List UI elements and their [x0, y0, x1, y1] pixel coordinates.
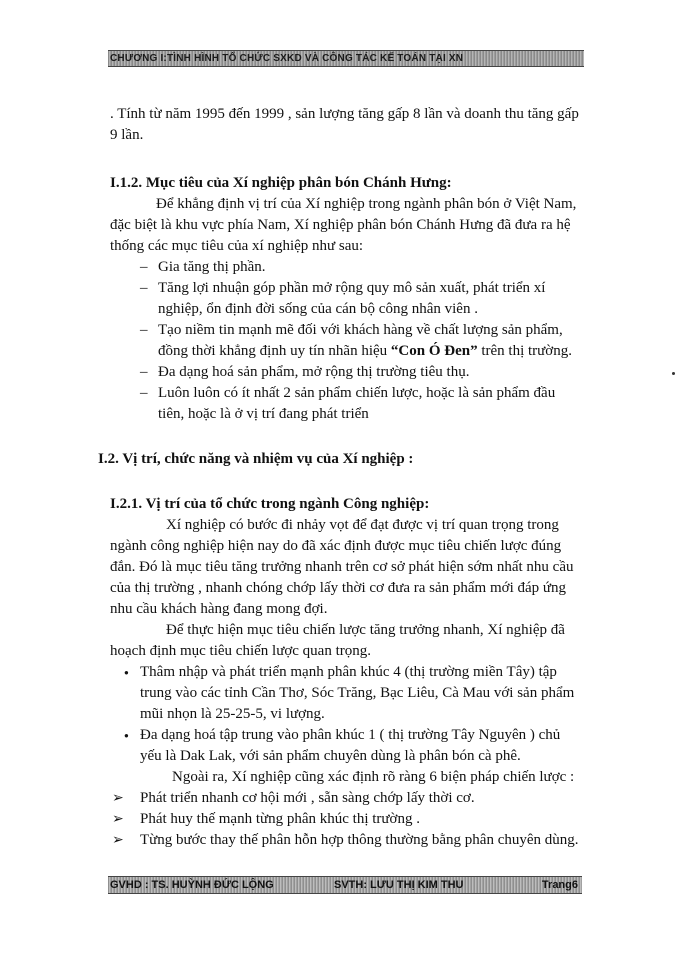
objective-item: – Đa dạng hoá sản phẩm, mở rộng thị trường tiêu thụ.	[110, 362, 580, 383]
objective-item: – Gia tăng thị phần.	[110, 257, 580, 278]
brand-name: “Con Ó Đen”	[390, 343, 478, 359]
footer-advisor: GVHD : TS. HUỲNH ĐỨC LỘNG	[110, 879, 274, 891]
objective-item: – Tăng lợi nhuận góp phần mở rộng quy mô sản xuất, phát triển xí nghiệp, ổn định đời sống của cán bộ công nhân viên .	[110, 278, 580, 320]
page-footer	[108, 876, 582, 894]
section-121-title: I.2.1. Vị trí của tổ chức trong ngành Công nghiệp:	[110, 496, 430, 512]
section-121-paragraph3: Ngoài ra, Xí nghiệp cũng xác định rõ ràng 6 biện pháp chiến lược :	[172, 769, 575, 785]
intro-paragraph: . Tính từ năm 1995 đến 1999 , sản lượng tăng gấp 8 lần và doanh thu tăng gấp 9 lần.	[110, 106, 579, 143]
section-12-title: I.2. Vị trí, chức năng và nhiệm vụ của Xí nghiệp :	[98, 451, 414, 467]
measure-item: ➢ Phát triển nhanh cơ hội mới , sẵn sàng chớp lấy thời cơ.	[110, 788, 580, 809]
measure-item: ➢ Từng bước thay thế phân hỗn hợp thông thường bằng phân chuyên dùng.	[110, 830, 580, 851]
section-121-paragraph2: Để thực hiện mục tiêu chiến lược tăng trưởng nhanh, Xí nghiệp đã hoạch định mục tiêu chiến lược quan trọng.	[110, 622, 565, 659]
strategy-bullet: ● Đa dạng hoá tập trung vào phân khúc 1 ( thị trường Tây Nguyên ) chủ yếu là Dak Lak, với sản phẩm chuyên dùng là phân bón cà phê.	[110, 725, 580, 767]
objective-text: Tạo niềm tin mạnh mẽ đối với khách hàng về chất lượng sản phẩm, đồng thời khẳng định uy tín nhãn hiệu	[158, 322, 563, 359]
strategy-bullets	[110, 662, 580, 767]
section-112-paragraph: Để khẳng định vị trí của Xí nghiệp trong ngành phân bón ở Việt Nam, đặc biệt là khu vực phía Nam, Xí nghiệp phân bón Chánh Hưng đã đưa ra hệ thống các mục tiêu của xí nghiệp như sau:	[110, 196, 577, 254]
objectives-list	[110, 257, 580, 425]
scan-speck	[672, 372, 675, 375]
objective-item: – Luôn luôn có ít nhất 2 sản phẩm chiến lược, hoặc là sản phẩm đầu tiên, hoặc là ở vị trí đang phát triển	[110, 383, 580, 425]
measures-list	[110, 788, 580, 851]
chapter-header	[108, 50, 584, 67]
objective-text: trên thị trường.	[477, 343, 572, 359]
measure-item: ➢ Phát huy thế mạnh từng phân khúc thị trường .	[110, 809, 580, 830]
section-121-paragraph1: Xí nghiệp có bước đi nhảy vọt để đạt được vị trí quan trọng trong ngành công nghiệp hiện nay do đã xác định được mục tiêu chiến lược đúng đắn. Đó là mục tiêu tăng trưởng nhanh trên cơ sở phát hiện sớm nhất nhu cầu của thị trường , nhanh chóng chớp lấy thời cơ đưa ra sản phẩm mới đáp ứng nhu cầu khách hàng đang mong đợi.	[110, 517, 574, 617]
footer-page-number: Trang6	[541, 879, 578, 891]
objective-item	[110, 320, 580, 362]
page-content	[98, 104, 580, 851]
footer-student: SVTH: LƯU THỊ KIM THU	[334, 879, 464, 891]
section-112-title: I.1.2. Mục tiêu của Xí nghiệp phân bón Chánh Hưng:	[110, 175, 452, 191]
chapter-header-text: CHƯƠNG I:TÌNH HÌNH TỔ CHỨC SXKD VÀ CÔNG TÁC KẾ TOÁN TẠI XN	[110, 53, 464, 64]
strategy-bullet: ● Thâm nhập và phát triển mạnh phân khúc 4 (thị trường miền Tây) tập trung vào các tỉnh Cần Thơ, Sóc Trăng, Bạc Liêu, Cà Mau với sản phẩm mũi nhọn là 25-25-5, vi lượng.	[110, 662, 580, 725]
